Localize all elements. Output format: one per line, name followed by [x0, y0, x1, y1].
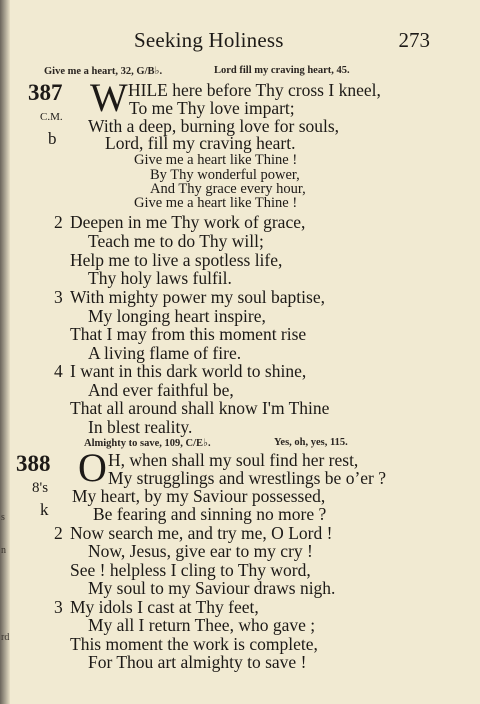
- gutter-mark: rd: [1, 632, 10, 643]
- verse-line: A living flame of fire.: [88, 343, 242, 363]
- verse-line: 2 Now search me, and try me, O Lord !: [54, 523, 333, 543]
- verse-line: 3 My idols I cast at Thy feet,: [54, 597, 259, 617]
- verse-line: See ! helpless I cling to Thy word,: [70, 560, 311, 580]
- refrain-line: By Thy wonderful power,: [150, 167, 300, 183]
- verse-line: My soul to my Saviour draws nigh.: [88, 578, 336, 598]
- verse-line: 2 Deepen in me Thy work of grace,: [54, 212, 306, 232]
- verse-number: 2: [54, 523, 63, 543]
- verse-line: My strugglings and wrestlings be oʼer ?: [108, 468, 387, 488]
- tune-reference: Lord fill my craving heart, 45.: [214, 65, 350, 76]
- running-title: Seeking Holiness: [134, 28, 284, 52]
- verse-line: To me Thy love impart;: [129, 98, 295, 118]
- verse-number: 2: [54, 212, 63, 232]
- verse-line: HILE here before Thy cross I kneel,: [128, 80, 381, 100]
- tune-reference-line: [84, 437, 440, 449]
- verse-line: Now, Jesus, give ear to my cry !: [88, 541, 313, 561]
- verse-number: 3: [54, 597, 63, 617]
- verse-line: In blest reality.: [88, 417, 193, 437]
- verse-line: This moment the work is complete,: [70, 634, 318, 654]
- drop-cap: O: [78, 445, 107, 490]
- verse-line: 3 With mighty power my soul baptise,: [54, 287, 325, 307]
- verse-line: For Thou art almighty to save !: [88, 652, 307, 672]
- key-marker: k: [40, 500, 49, 519]
- verse-line: And ever faithful be,: [88, 380, 234, 400]
- meter: C.M.: [40, 111, 63, 123]
- verse-line: Be fearing and sinning no more ?: [93, 504, 327, 524]
- tune-reference: Almighty to save, 109, C/E♭.: [84, 438, 211, 449]
- verse-line: 4 I want in this dark world to shine,: [54, 361, 307, 381]
- verse-line: My heart, by my Saviour possessed,: [72, 486, 326, 506]
- refrain-line: Give me a heart like Thine !: [134, 152, 298, 168]
- page-number: 273: [398, 28, 430, 52]
- key-marker: b: [48, 129, 57, 148]
- verse-line: H, when shall my soul find her rest,: [108, 450, 359, 470]
- verse-line: Teach me to do Thy will;: [88, 231, 264, 251]
- verse-line: That I may from this moment rise: [70, 324, 307, 344]
- verse-line: With a deep, burning love for souls,: [88, 116, 340, 136]
- meter: 8's: [32, 480, 49, 496]
- verse-line: My all I return Thee, who gave ;: [88, 615, 316, 635]
- binding-gutter: [0, 0, 10, 704]
- hymn-number: 387: [28, 80, 63, 105]
- drop-cap: W: [90, 75, 128, 120]
- verse-line: Thy holy laws fulfil.: [88, 268, 232, 288]
- gutter-mark: s: [1, 512, 5, 523]
- verse-line: That all around shall know I'm Thine: [70, 398, 330, 418]
- verse-line: My longing heart inspire,: [88, 306, 266, 326]
- verse-number: 3: [54, 287, 63, 307]
- hymnal-page: [14, 0, 480, 704]
- refrain-line: And Thy grace every hour,: [150, 181, 306, 197]
- gutter-mark: n: [1, 545, 6, 556]
- tune-reference: Give me a heart, 32, G/B♭.: [44, 66, 163, 77]
- verse-line: Lord, fill my craving heart.: [105, 133, 296, 153]
- page-header: [14, 26, 480, 56]
- verse-line: Help me to live a spotless life,: [70, 250, 283, 270]
- tune-reference: Yes, oh, yes, 115.: [274, 437, 348, 448]
- hymn-number: 388: [16, 451, 51, 476]
- verse-number: 4: [54, 361, 63, 381]
- refrain-line: Give me a heart like Thine !: [134, 195, 298, 211]
